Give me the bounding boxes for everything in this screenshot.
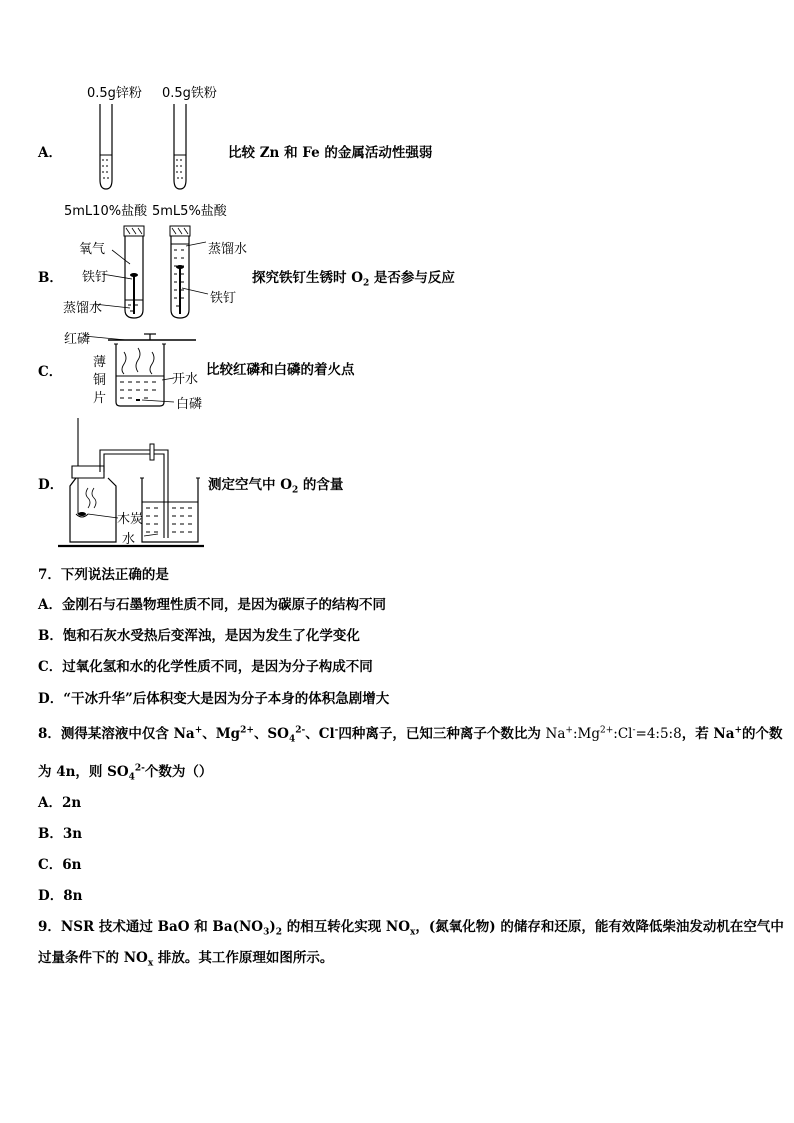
q8-option-a: A．2n <box>38 795 82 811</box>
label-hcl-5: 5mL5%盐酸 <box>152 204 227 219</box>
test-tube-left <box>100 104 112 189</box>
option-d-purpose: 测定空气中 $O_2$ 的含量 <box>208 477 344 496</box>
label-distilled-water-right: 蒸馏水 <box>208 242 248 257</box>
test-tube-right <box>174 104 186 189</box>
label-white-phosphorus: 白磷 <box>176 397 203 412</box>
label-copper-3: 片 <box>93 391 107 406</box>
label-iron-powder: 0.5g铁粉 <box>162 86 217 101</box>
nail-rust-diagram <box>100 224 210 324</box>
gas-bottle <box>70 478 116 542</box>
q8-option-c: C．6n <box>38 857 82 873</box>
label-water-d: 水 <box>122 532 136 547</box>
clamp <box>150 444 154 460</box>
option-a-letter: A． <box>38 145 62 161</box>
option-c-letter: C． <box>38 364 63 380</box>
label-copper-1: 薄 <box>93 355 107 370</box>
q8-option-b: B．3n <box>38 826 83 842</box>
q9-stem-line1: 9．NSR 技术通过 BaO 和 $Ba(NO_3)_2$ 的相互转化实现 $NO_x$，(氮氧化物) 的储存和还原，能有效降低柴油发动机在空气中 <box>38 919 784 938</box>
q8-option-d: D．8n <box>38 888 83 904</box>
option-b-purpose: 探究铁钉生锈时 $O_2$ 是否参与反应 <box>252 270 455 289</box>
option-a-purpose: 比较 Zn 和 Fe 的金属活动性强弱 <box>228 145 433 161</box>
q7-option-a: A．金刚石与石墨物理性质不同，是因为碳原子的结构不同 <box>38 597 386 613</box>
q7-option-d: D．“干冰升华”后体积变大是因为分子本身的体积急剧增大 <box>38 691 390 707</box>
label-zinc-powder: 0.5g锌粉 <box>87 86 142 101</box>
test-tubes-a-diagram <box>90 100 200 195</box>
option-b-letter: B． <box>38 270 63 286</box>
q7-option-b: B．饱和石灰水受热后变浑浊，是因为发生了化学变化 <box>38 628 360 644</box>
q9-stem-line2: 过量条件下的 $NO_x$ 排放。其工作原理如图所示。 <box>38 950 334 969</box>
label-hcl-10: 5mL10%盐酸 <box>64 204 148 219</box>
option-d-letter: D． <box>38 477 64 493</box>
label-nail-right: 铁钉 <box>210 291 237 306</box>
bottle-stopper <box>72 466 104 478</box>
label-boiling-water: 开水 <box>172 372 199 387</box>
q7-stem: 7．下列说法正确的是 <box>38 567 169 583</box>
option-c-purpose: 比较红磷和白磷的着火点 <box>206 362 355 378</box>
label-copper-2: 铜 <box>93 373 107 388</box>
label-oxygen: 氧气 <box>79 242 106 257</box>
label-charcoal: 木炭 <box>117 512 144 527</box>
combustion-spoon <box>76 478 88 517</box>
label-red-phosphorus: 红磷 <box>64 332 91 347</box>
q7-option-c: C．过氧化氢和水的化学性质不同，是因为分子构成不同 <box>38 659 373 675</box>
q8-stem-line2: 为 4n，则 $SO_4^{2-}$个数为（） <box>38 763 213 783</box>
q8-stem-line1: 8．测得某溶液中仅含 Na+、$Mg^{2+}$、$SO_4^{2-}$、Cl-四种离子，已知三种离子个数比为 $Na^+:Mg^{2+}:Cl^-=4:5:8$，若 Na+的个数 <box>38 725 783 745</box>
label-nail-left: 铁钉 <box>82 270 109 285</box>
label-distilled-water-left: 蒸馏水 <box>63 301 103 316</box>
